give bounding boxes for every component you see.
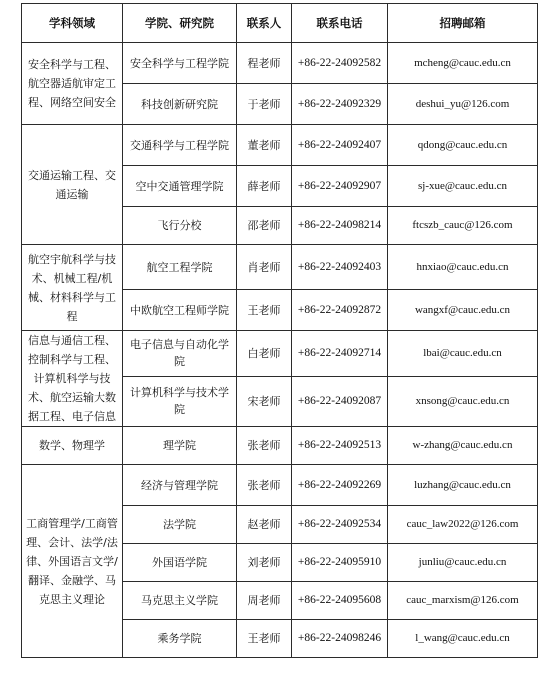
table-row (22, 43, 538, 84)
institute-cell: 交通科学与工程学院 (123, 125, 237, 166)
institute-cell: 经济与管理学院 (123, 465, 237, 506)
institute-cell: 航空工程学院 (123, 245, 237, 290)
phone-cell: +86-22-24092872 (292, 290, 388, 331)
email-cell: qdong@cauc.edu.cn (388, 125, 538, 166)
phone-cell: +86-22-24098214 (292, 207, 388, 245)
header-contact: 联系人 (237, 4, 292, 43)
table-row (22, 427, 538, 465)
field-cell: 工商管理学/工商管理、会计、法学/法律、外国语言文学/翻译、金融学、马克思主义理论 (22, 465, 123, 658)
email-cell: junliu@cauc.edu.cn (388, 544, 538, 582)
email-cell: ftcszb_cauc@126.com (388, 207, 538, 245)
email-cell: luzhang@cauc.edu.cn (388, 465, 538, 506)
field-cell: 信息与通信工程、控制科学与工程、计算机科学与技术、航空运输大数据工程、电子信息 (22, 331, 123, 427)
institute-cell: 外国语学院 (123, 544, 237, 582)
table-body (22, 43, 538, 658)
email-cell: lbai@cauc.edu.cn (388, 331, 538, 377)
contact-cell: 张老师 (237, 465, 292, 506)
field-cell: 交通运输工程、交通运输 (22, 125, 123, 245)
field-cell: 数学、物理学 (22, 427, 123, 465)
recruitment-contacts-table (21, 3, 538, 658)
table-row (22, 125, 538, 166)
table-row (22, 465, 538, 506)
contact-cell: 肖老师 (237, 245, 292, 290)
header-phone: 联系电话 (292, 4, 388, 43)
contact-cell: 赵老师 (237, 506, 292, 544)
contact-cell: 王老师 (237, 620, 292, 658)
phone-cell: +86-22-24092582 (292, 43, 388, 84)
phone-cell: +86-22-24092403 (292, 245, 388, 290)
phone-cell: +86-22-24092907 (292, 166, 388, 207)
contact-cell: 宋老师 (237, 376, 292, 426)
email-cell: deshui_yu@126.com (388, 84, 538, 125)
institute-cell: 飞行分校 (123, 207, 237, 245)
institute-cell: 马克思主义学院 (123, 582, 237, 620)
header-institute: 学院、研究院 (123, 4, 237, 43)
contact-cell: 白老师 (237, 331, 292, 377)
contact-cell: 张老师 (237, 427, 292, 465)
field-cell: 航空宇航科学与技术、机械工程/机械、材料科学与工程 (22, 245, 123, 331)
institute-cell: 安全科学与工程学院 (123, 43, 237, 84)
phone-cell: +86-22-24098246 (292, 620, 388, 658)
phone-cell: +86-22-24092714 (292, 331, 388, 377)
phone-cell: +86-22-24095608 (292, 582, 388, 620)
contact-cell: 刘老师 (237, 544, 292, 582)
email-cell: l_wang@cauc.edu.cn (388, 620, 538, 658)
institute-cell: 科技创新研究院 (123, 84, 237, 125)
field-cell: 安全科学与工程、航空器适航审定工程、网络空间安全 (22, 43, 123, 125)
contact-cell: 于老师 (237, 84, 292, 125)
email-cell: cauc_law2022@126.com (388, 506, 538, 544)
phone-cell: +86-22-24095910 (292, 544, 388, 582)
email-cell: w-zhang@cauc.edu.cn (388, 427, 538, 465)
contact-cell: 薛老师 (237, 166, 292, 207)
email-cell: sj-xue@cauc.edu.cn (388, 166, 538, 207)
phone-cell: +86-22-24092407 (292, 125, 388, 166)
header-email: 招聘邮箱 (388, 4, 538, 43)
contact-cell: 王老师 (237, 290, 292, 331)
contact-cell: 董老师 (237, 125, 292, 166)
contact-cell: 邵老师 (237, 207, 292, 245)
phone-cell: +86-22-24092087 (292, 376, 388, 426)
email-cell: hnxiao@cauc.edu.cn (388, 245, 538, 290)
institute-cell: 理学院 (123, 427, 237, 465)
table-row (22, 245, 538, 290)
institute-cell: 乘务学院 (123, 620, 237, 658)
header-field: 学科领域 (22, 4, 123, 43)
institute-cell: 电子信息与自动化学院 (123, 331, 237, 377)
phone-cell: +86-22-24092513 (292, 427, 388, 465)
email-cell: cauc_marxism@126.com (388, 582, 538, 620)
email-cell: wangxf@cauc.edu.cn (388, 290, 538, 331)
institute-cell: 中欧航空工程师学院 (123, 290, 237, 331)
contact-cell: 程老师 (237, 43, 292, 84)
phone-cell: +86-22-24092269 (292, 465, 388, 506)
contact-cell: 周老师 (237, 582, 292, 620)
institute-cell: 法学院 (123, 506, 237, 544)
email-cell: xnsong@cauc.edu.cn (388, 376, 538, 426)
table-row (22, 331, 538, 377)
institute-cell: 空中交通管理学院 (123, 166, 237, 207)
email-cell: mcheng@cauc.edu.cn (388, 43, 538, 84)
institute-cell: 计算机科学与技术学院 (123, 376, 237, 426)
table-header-row (22, 4, 538, 43)
phone-cell: +86-22-24092329 (292, 84, 388, 125)
phone-cell: +86-22-24092534 (292, 506, 388, 544)
